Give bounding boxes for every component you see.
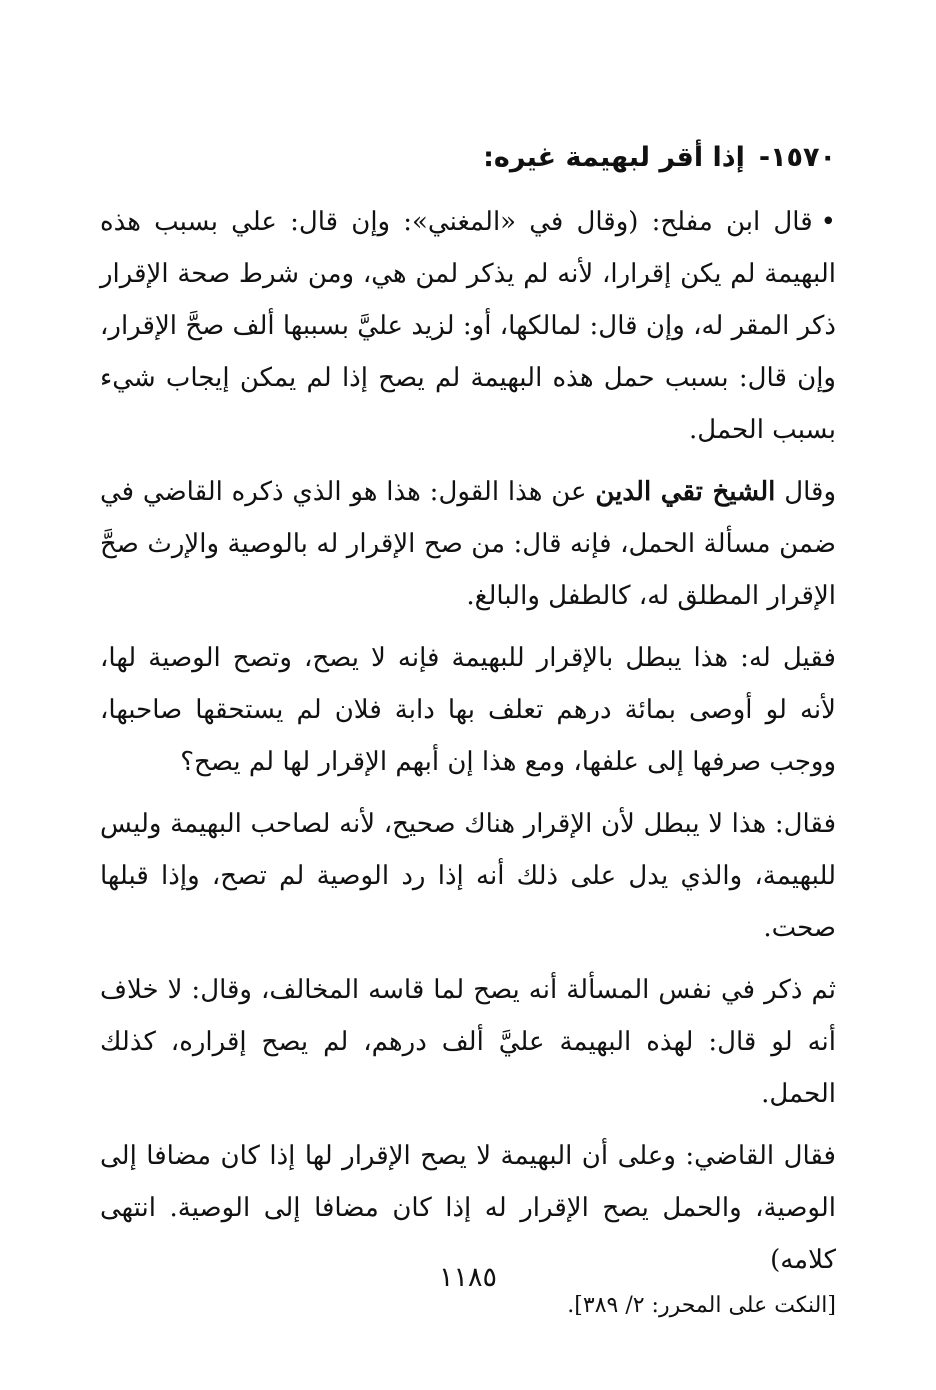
paragraph-2 (100, 466, 836, 622)
citation: [النكت على المحرر: ٢/ ٣٨٩]. (567, 1293, 836, 1318)
page-number: ١١٨٥ (438, 1262, 497, 1293)
paragraph-text: فقال القاضي: وعلى أن البهيمة لا يصح الإقرار لها إذا كان مضافا إلى الوصية، والحمل يصح الإقرار له إذا كان مضافا إلى الوصية. انتهى كلامه) (100, 1141, 836, 1275)
paragraph-4 (100, 798, 836, 954)
paragraph-5 (100, 964, 836, 1120)
paragraph-text-pre: وقال (784, 477, 837, 507)
section-heading (100, 140, 836, 176)
paragraph-text: فقال: هذا لا يبطل لأن الإقرار هناك صحيح، لأنه لصاحب البهيمة وليس للبهيمة، والذي يدل على ذلك أنه إذا رد الوصية لم تصح، وإذا قبلها صحت. (100, 809, 836, 943)
paragraph-1 (100, 196, 836, 456)
paragraph-3 (100, 632, 836, 788)
bullet-icon: • (820, 207, 836, 237)
paragraph-text-post: عن هذا القول: هذا هو الذي ذكره القاضي في ضمن مسألة الحمل، فإنه قال: من صح الإقرار له بالوصية والإرث صحَّ الإقرار المطلق له، كالطفل والبالغ. (100, 477, 836, 611)
section-number: ١٥٧٠- (758, 142, 836, 173)
paragraph-text: قال ابن مفلح: (وقال في «المغني»: وإن قال: علي بسبب هذه البهيمة لم يكن إقرارا، لأنه لم يذكر لمن هي، ومن شرط صحة الإقرار ذكر المقر له، وإن قال: لمالكها، أو: لزيد عليَّ بسببها ألف صحَّ الإقرار، وإن قال: بسبب حمل هذه البهيمة لم يصح إذا لم يمكن إيجاب شيء بسبب الحمل. (100, 207, 836, 445)
paragraph-text: ثم ذكر في نفس المسألة أنه يصح لما قاسه المخالف، وقال: لا خلاف أنه لو قال: لهذه البهيمة عليَّ ألف درهم، لم يصح إقراره، كذلك الحمل. (100, 975, 836, 1109)
paragraph-6 (100, 1130, 836, 1326)
section-title: إذا أقر لبهيمة غيره: (483, 142, 745, 173)
paragraph-text: فقيل له: هذا يبطل بالإقرار للبهيمة فإنه لا يصح، وتصح الوصية لها، لأنه لو أوصى بمائة درهم تعلف بها دابة فلان لم يستحقها صاحبها، ووجب صرفها إلى علفها، ومع هذا إن أبهم الإقرار لها لم يصح؟ (100, 643, 836, 777)
bold-name: الشيخ تقي الدين (595, 477, 776, 507)
